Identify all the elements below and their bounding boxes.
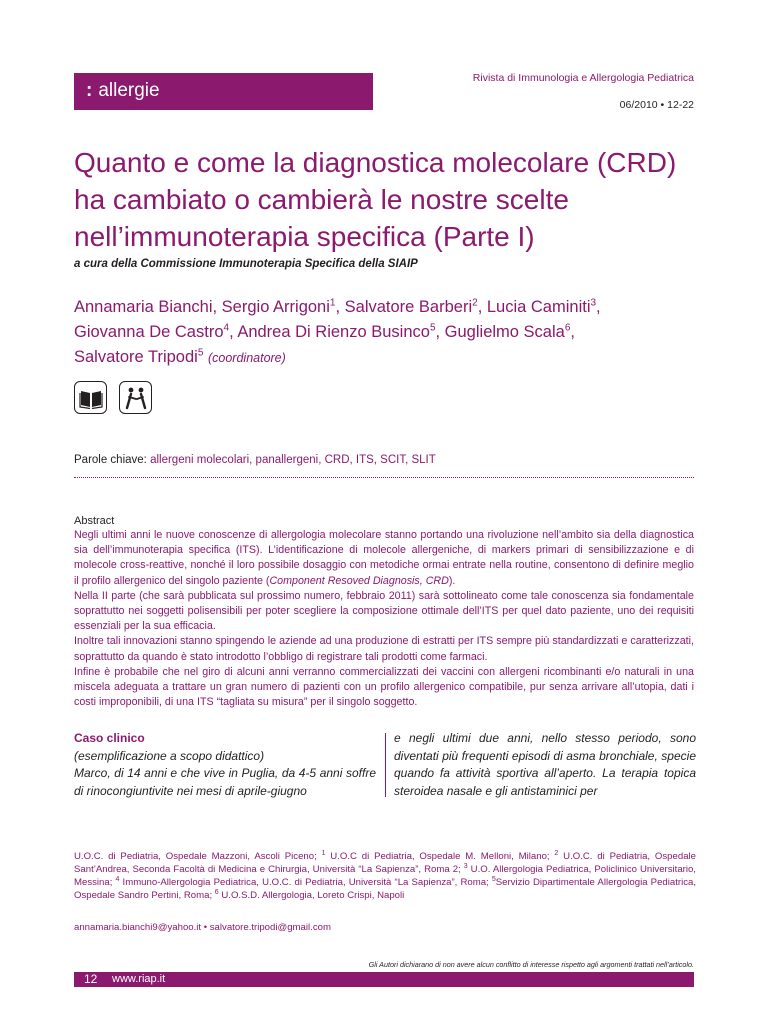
case-text-right: e negli ultimi due anni, nello stesso periodo, sono diventati più frequenti episodi di asma bronchiale, specie quando fa attività sportiva all’aperto. La terapia topica steroidea nasale e gli antistaminici per xyxy=(394,731,696,798)
affiliation: $^5$Servizio Dipartimentale Allergologia Pediatrica, Ospedale Sandro Pertini, Roma; xyxy=(74,875,697,901)
case-text-left: Marco, di 14 anni e che vive in Puglia, da 4-5 anni soffre di rinocongiuntivite nei mesi di aprile-giugno xyxy=(74,766,376,798)
keywords-list: allergeni molecolari, panallergeni, CRD, ITS, SCIT, SLIT xyxy=(150,454,436,466)
abstract-body xyxy=(74,528,694,710)
contact-emails[interactable]: annamaria.bianchi9@yahoo.it • salvatore.tripodi@gmail.com xyxy=(74,922,331,933)
keywords-label: Parole chiave: xyxy=(74,454,147,466)
authors-list xyxy=(74,295,714,371)
affiliation: $^6$ U.O.S.D. Allergologia, Loreto Crispi, Napoli xyxy=(214,888,405,901)
abstract-paragraph: Negli ultimi anni le nuove conoscenze di allergologia molecolare stanno portando una rivoluzione nell’ambito sia della diagnostica sia dell’immunoterapia specifica (ITS). L’identificazione di molecole allergeniche, di markers primari di sensibilizzazione e di molecole cross-reattive, nonché il loro possibile dosaggio con metodiche ormai entrate nella routine, consentono di definire meglio il profilo allergenico del singolo paziente (Component Resoved Diagnosis, CRD). xyxy=(74,529,694,587)
conflict-disclaimer: Gli Autori dichiarano di non avere alcun conflitto di interesse rispetto agli argomenti trattati nell’articolo. xyxy=(368,960,694,969)
section-colon: : xyxy=(86,80,93,101)
abstract-paragraph: Nella II parte (che sarà pubblicata sul prossimo numero, febbraio 2011) sarà sottolineato come tale conoscenza sia fondamentale soprattutto nei soggetti polisensibili per poter scegliere la composizione ottimale dell’ITS per quel dato paziente, uno dei requisiti essenziali per la sua efficacia. xyxy=(74,589,694,633)
people-icon xyxy=(119,381,152,414)
affiliation: $^3$ U.O. Allergologia Pediatrica, Policlinico Universitario, Messina; xyxy=(74,862,696,888)
editor-line: a cura della Commissione Immunoterapia Specifica della SIAIP xyxy=(74,258,418,270)
section-band xyxy=(74,73,373,110)
abstract-label: Abstract xyxy=(74,515,115,527)
journal-name: Rivista di Immunologia e Allergologia Pediatrica xyxy=(472,72,694,84)
affiliation: U.O.C. di Pediatria, Ospedale Mazzoni, Ascoli Piceno; xyxy=(74,851,322,862)
affiliation: $^4$ Immuno-Allergologia Pediatrica, U.O.C. di Pediatria, Università “La Sapienza”, Roma; xyxy=(115,875,492,888)
coordinator-note: (coordinatore) xyxy=(207,351,286,365)
author: Andrea Di Rienzo Businco$^5$, xyxy=(237,322,445,341)
separator xyxy=(74,477,694,478)
column-divider xyxy=(385,733,386,797)
case-column-left xyxy=(74,730,376,800)
author: Lucia Caminiti$^3$, xyxy=(486,297,601,316)
author: Guglielmo Scala$^6$, xyxy=(444,322,575,341)
affiliation: $^2$ U.O.C. di Pediatria, Ospedale Sant’Andrea, Seconda Facoltà di Medicina e Chirurgia, Università “La Sapienza”, Roma 2; xyxy=(74,849,696,875)
affiliation: $^1$ U.O.C di Pediatria, Ospedale M. Melloni, Milano; xyxy=(321,849,555,862)
keywords xyxy=(74,454,436,466)
article-title: Quanto e come la diagnostica molecolare (CRD) ha cambiato o cambierà le nostre scelte nell’immunoterapia specifica (Parte I) xyxy=(74,147,677,252)
case-title: Caso clinico xyxy=(74,731,145,745)
footer-bar xyxy=(74,972,694,987)
affiliations xyxy=(74,850,696,902)
author: Salvatore Barberi$^2$, xyxy=(344,297,487,316)
case-subtitle: (esemplificazione a scopo didattico) xyxy=(74,748,265,763)
section-label: allergie xyxy=(98,80,160,101)
book-icon xyxy=(74,381,107,414)
author: Salvatore Tripodi$^5$ xyxy=(74,347,204,366)
abstract-paragraph: Inoltre tali innovazioni stanno spingendo le aziende ad una produzione di estratti per ITS sempre più standardizzati e caratterizzati, soprattutto da quando è stato introdotto l’obbligo di registrare tali prodotti come farmaci. xyxy=(74,635,694,663)
page-number: 12 xyxy=(84,972,98,986)
author: Giovanna De Castro$^4$, xyxy=(74,322,238,341)
author: Sergio Arrigoni$^1$, xyxy=(221,297,345,316)
issue-info: 06/2010 • 12-22 xyxy=(619,99,694,111)
article-icons xyxy=(74,381,152,414)
author: Annamaria Bianchi, xyxy=(74,298,222,316)
abstract-paragraph: Infine è probabile che nel giro di alcuni anni verranno commercializzati dei vaccini con allergeni ricombinanti e/o naturali in una miscela adeguata a trattare un gran numero di pazienti con un profilo allergenico compatibile, pur senza arrivare all’utopia, dati i costi improponibili, di una ITS “tagliata su misura” per il singolo soggetto. xyxy=(74,665,694,709)
website-link[interactable]: www.riap.it xyxy=(112,973,166,985)
